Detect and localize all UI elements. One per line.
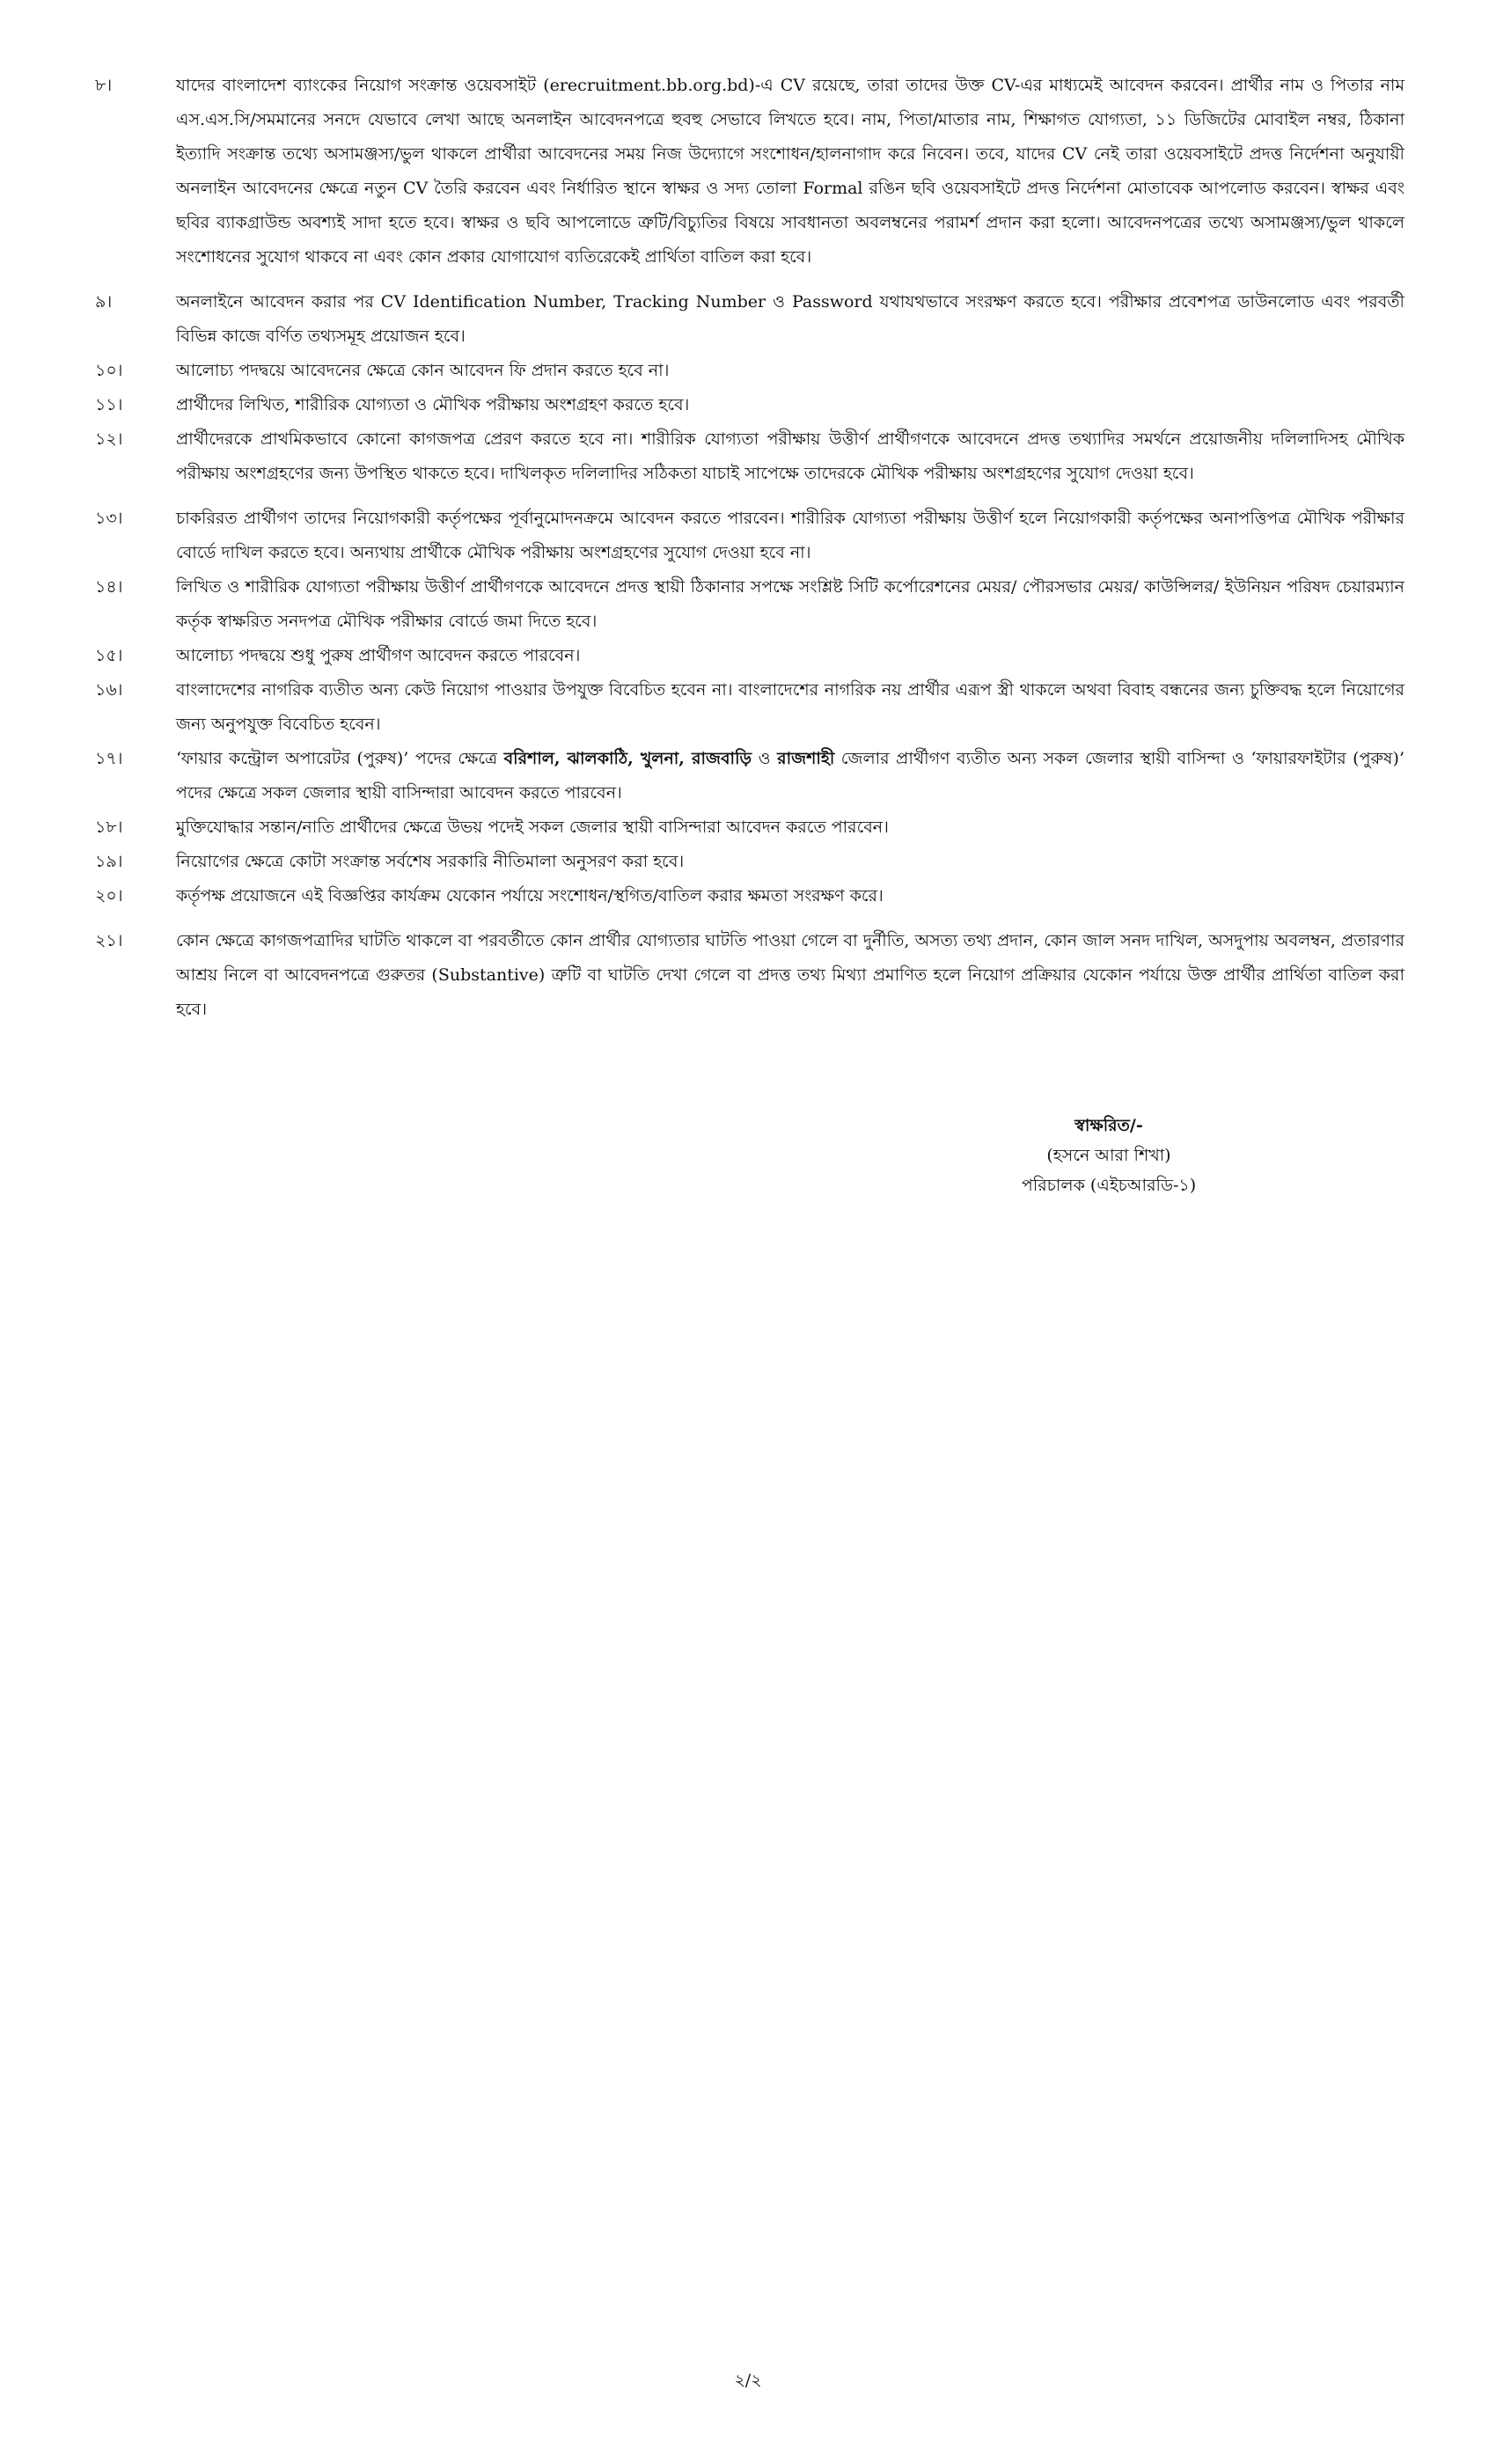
notice-clauses-list [95, 69, 1404, 1027]
item-number: ১১। [95, 395, 123, 414]
signature-signed-mark: স্বাক্ষরিত/- [1074, 1116, 1143, 1135]
item-text-segment: যাদের বাংলাদেশ ব্যাংকের নিয়োগ সংক্রান্ত ওয়েবসাইট (erecruitment.bb.org.bd)-এ CV রয়েছে, তারা তাদের উক্ত CV-এর মাধ্যমেই আবেদন করবেন। প্রার্থীর নাম ও পিতার নাম এস.এস.সি/সমমানের সনদে যেভাবে লেখা আছে অনলাইন আবেদনপত্রে হুবহু সেভাবে লিখতে হবে। নাম, পিতা/মাতার নাম, শিক্ষাগত যোগ্যতা, ১১ ডিজিটের মোবাইল নম্বর, ঠিকানা ইত্যাদি সংক্রান্ত তথ্যে অসামঞ্জস্য/ভুল থাকলে প্রার্থীরা আবেদনের সময় নিজ উদ্যোগে সংশোধন/হালনাগাদ করে নিবেন। তবে, যাদের CV নেই তারা ওয়েবসাইটে প্রদত্ত নির্দেশনা অনুযায়ী অনলাইন আবেদনের ক্ষেত্রে নতুন CV তৈরি করবেন এবং নির্ধারিত স্থানে স্বাক্ষর ও সদ্য তোলা Formal রঙিন ছবি ওয়েবসাইটে প্রদত্ত নির্দেশনা মোতাবেক আপলোড করবেন। স্বাক্ষর এবং ছবির ব্যাকগ্রাউন্ড অবশ্যই সাদা হতে হবে। স্বাক্ষর ও ছবি আপলোডে ত্রুটি/বিচ্যুতির বিষয়ে সাবধানতা অবলম্বনের পরামর্শ প্রদান করা হলো। আবেদনপত্রের তথ্যে অসামঞ্জস্য/ভুল থাকলে সংশোধনের সুযোগ থাকবে না এবং কোন প্রকার যোগাযোগ ব্যতিরেকেই প্রার্থিতা বাতিল করা হবে। [176, 76, 1404, 267]
item-text-segment: মুক্তিযোদ্ধার সন্তান/নাতি প্রার্থীদের ক্ষেত্রে উভয় পদেই সকল জেলার স্থায়ী বাসিন্দারা আবেদন করতে পারবেন। [176, 818, 889, 837]
item-number: ১৩। [95, 509, 123, 528]
page-number: ২/২ [734, 2371, 762, 2390]
item-number: ২০। [95, 886, 123, 906]
item-text-segment: প্রার্থীদেরকে প্রাথমিকভাবে কোনো কাগজপত্র প্রেরণ করতে হবে না। শারীরিক যোগ্যতা পরীক্ষায় উত্তীর্ণ প্রার্থীগণকে আবেদনে প্রদত্ত তথ্যাদির সমর্থনে প্রয়োজনীয় দলিলাদিসহ মৌখিক পরীক্ষায় অংশগ্রহণের জন্য উপস্থিত থাকতে হবে। দাখিলকৃত দলিলাদির সঠিকতা যাচাই সাপেক্ষে তাদেরকে মৌখিক পরীক্ষায় অংশগ্রহণের সুযোগ দেওয়া হবে। [176, 429, 1404, 483]
item-text [176, 742, 1404, 810]
item-number: ১৬। [95, 680, 123, 700]
item-text-segment: কোন ক্ষেত্রে কাগজপত্রাদির ঘাটতি থাকলে বা পরবর্তীতে কোন প্রার্থীর যোগ্যতার ঘাটতি পাওয়া গেলে বা দুর্নীতি, অসত্য তথ্য প্রদান, কোন জাল সনদ দাখিল, অসদুপায় অবলম্বন, প্রতারণার আশ্রয় নিলে বা আবেদনপত্রে গুরুতর (Substantive) ত্রুটি বা ঘাটতি দেখা গেলে বা প্রদত্ত তথ্য মিথ্যা প্রমাণিত হলে নিয়োগ প্রক্রিয়ার যেকোন পর্যায়ে উক্ত প্রার্থীর প্রার্থিতা বাতিল করা হবে। [176, 931, 1404, 1019]
item-text [176, 285, 1404, 354]
item-text [176, 879, 1404, 913]
item-text-bold-segment: রাজশাহী [777, 749, 835, 768]
item-text [176, 422, 1404, 491]
list-item [95, 639, 1404, 673]
item-number: ১৭। [95, 749, 123, 768]
list-item [95, 845, 1404, 879]
item-number: ১০। [95, 361, 123, 380]
item-number: ১৯। [95, 852, 123, 871]
item-text-segment: ‘ফায়ার কন্ট্রোল অপারেটর (পুরুষ)’ পদের ক্ষেত্রে [176, 749, 504, 768]
item-text-segment: বাংলাদেশের নাগরিক ব্যতীত অন্য কেউ নিয়োগ পাওয়ার উপযুক্ত বিবেচিত হবেন না। বাংলাদেশের নাগরিক নয় প্রার্থীর এরূপ স্ত্রী থাকলে অথবা বিবাহ বন্ধনের জন্য চুক্তিবদ্ধ হলে নিয়োগের জন্য অনুপযুক্ত বিবেচিত হবেন। [176, 680, 1404, 734]
item-number: ১৫। [95, 646, 123, 665]
item-text [176, 69, 1404, 275]
item-number: ৮। [95, 76, 113, 95]
item-text [176, 924, 1404, 1027]
signatory-name: (হসনে আরা শিখা) [1046, 1146, 1171, 1165]
item-text-segment: নিয়োগের ক্ষেত্রে কোটা সংক্রান্ত সর্বশেষ সরকারি নীতিমালা অনুসরণ করা হবে। [176, 852, 685, 871]
item-text-segment: লিখিত ও শারীরিক যোগ্যতা পরীক্ষায় উত্তীর্ণ প্রার্থীগণকে আবেদনে প্রদত্ত স্থায়ী ঠিকানার সপক্ষে সংশ্লিষ্ট সিটি কর্পোরেশনের মেয়র/ পৌরসভার মেয়র/ কাউন্সিলর/ ইউনিয়ন পরিষদ চেয়ারম্যান কর্তৃক স্বাক্ষরিত সনদপত্র মৌখিক পরীক্ষার বোর্ডে জমা দিতে হবে। [176, 577, 1404, 631]
list-item [95, 502, 1404, 570]
item-number: ১৪। [95, 577, 123, 597]
list-item [95, 924, 1404, 1027]
list-item [95, 742, 1404, 810]
item-number: ২১। [95, 931, 123, 950]
list-item [95, 354, 1404, 388]
list-item [95, 673, 1404, 742]
item-text-segment: চাকরিরত প্রার্থীগণ তাদের নিয়োগকারী কর্তৃপক্ষের পূর্বানুমোদনক্রমে আবেদন করতে পারবেন। শারীরিক যোগ্যতা পরীক্ষায় উত্তীর্ণ হলে নিয়োগকারী কর্তৃপক্ষের অনাপত্তিপত্র মৌখিক পরীক্ষার বোর্ডে দাখিল করতে হবে। অন্যথায় প্রার্থীকে মৌখিক পরীক্ষায় অংশগ্রহণের সুযোগ দেওয়া হবে না। [176, 509, 1404, 562]
list-item [95, 422, 1404, 491]
list-item [95, 810, 1404, 845]
signatory-designation: পরিচালক (এইচআরডি-১) [1021, 1176, 1197, 1195]
signature-block [950, 1111, 1267, 1200]
list-item [95, 69, 1404, 275]
item-text [176, 673, 1404, 742]
item-number: ৯। [95, 292, 113, 312]
item-text [176, 639, 1404, 673]
item-text [176, 354, 1404, 388]
list-item [95, 285, 1404, 354]
item-text-segment: আলোচ্য পদদ্বয়ে আবেদনের ক্ষেত্রে কোন আবেদন ফি প্রদান করতে হবে না। [176, 361, 670, 380]
item-text [176, 570, 1404, 639]
item-text-segment: জেলার প্রার্থীগণ ব্যতীত অন্য সকল জেলার স্থায়ী বাসিন্দা ও ‘ফায়ারফাইটার (পুরুষ)’ পদের ক্ষেত্রে সকল জেলার স্থায়ী বাসিন্দারা আবেদন করতে পারবেন। [176, 749, 1404, 803]
item-text [176, 845, 1404, 879]
item-number: ১৮। [95, 818, 123, 837]
list-item [95, 388, 1404, 422]
item-text [176, 502, 1404, 570]
item-text-segment: কর্তৃপক্ষ প্রয়োজনে এই বিজ্ঞপ্তির কার্যক্রম যেকোন পর্যায়ে সংশোধন/স্থগিত/বাতিল করার ক্ষমতা সংরক্ষণ করে। [176, 886, 884, 906]
item-text-segment: প্রার্থীদের লিখিত, শারীরিক যোগ্যতা ও মৌখিক পরীক্ষায় অংশগ্রহণ করতে হবে। [176, 395, 690, 414]
list-item [95, 570, 1404, 639]
list-item [95, 879, 1404, 913]
item-text [176, 388, 1404, 422]
item-number: ১২। [95, 429, 123, 449]
item-text-bold-segment: বরিশাল, ঝালকাঠি, খুলনা, রাজবাড়ি [503, 749, 752, 768]
item-text [176, 810, 1404, 845]
item-text-segment: আলোচ্য পদদ্বয়ে শুধু পুরুষ প্রার্থীগণ আবেদন করতে পারবেন। [176, 646, 581, 665]
item-text-segment: অনলাইনে আবেদন করার পর CV Identification Number, Tracking Number ও Password যথাযথভাবে সংরক্ষণ করতে হবে। পরীক্ষার প্রবেশপত্র ডাউনলোড এবং পরবর্তী বিভিন্ন কাজে বর্ণিত তথ্যসমূহ প্রয়োজন হবে। [176, 292, 1404, 346]
item-text-segment: ও [752, 749, 778, 768]
